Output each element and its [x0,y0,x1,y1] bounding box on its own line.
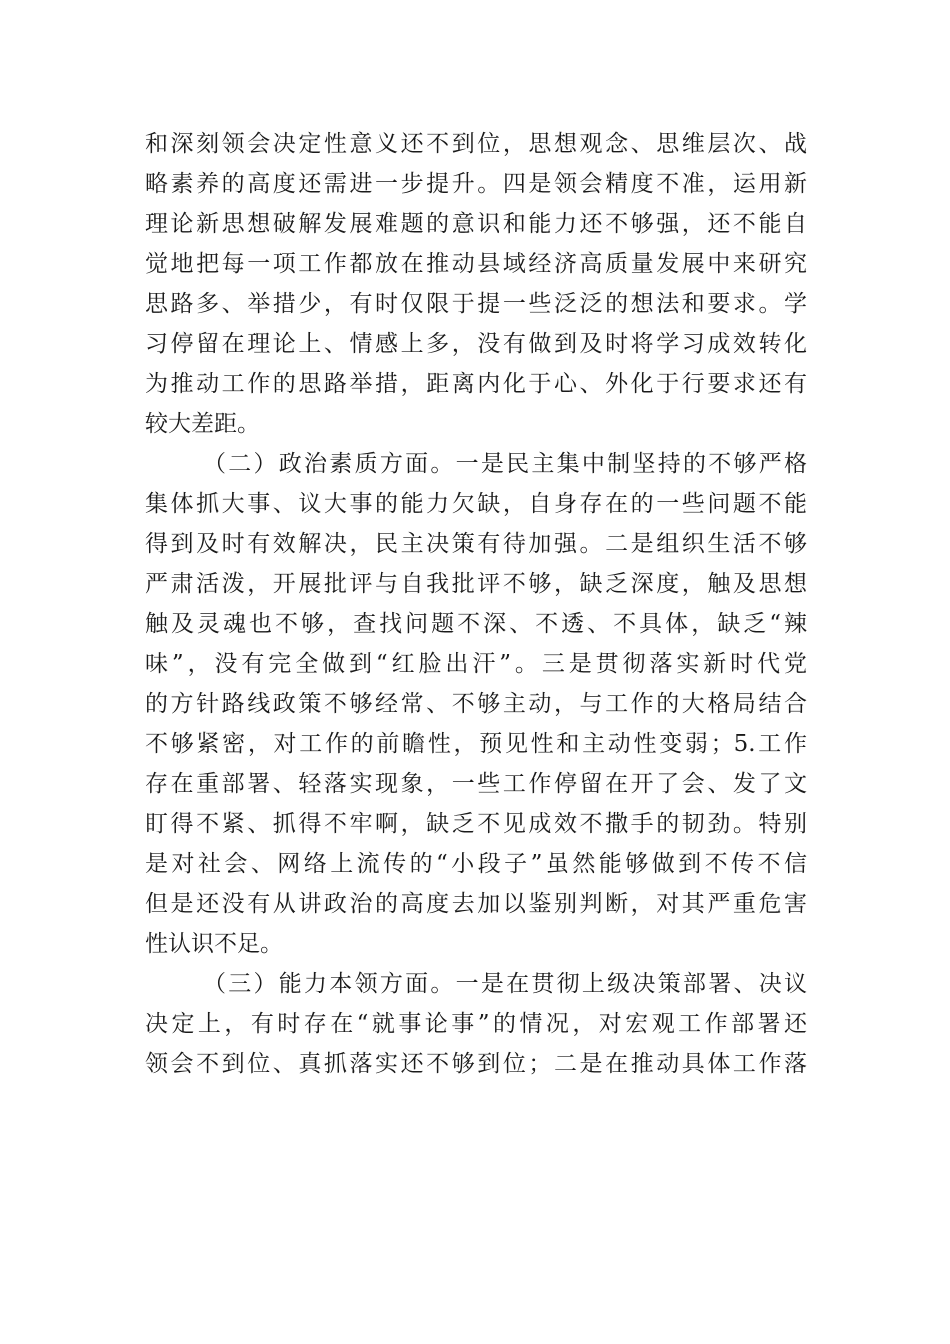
text-line: 为推动工作的思路举措，距离内化于心、外化于行要求还有 [145,371,807,397]
text-line: 触及灵魂也不够，查找问题不深、不透、不具体，缺乏“辣 [145,611,807,637]
text-line: 和深刻领会决定性意义还不到位，思想观念、思维层次、战 [145,131,807,157]
text-line: 盯得不紧、抓得不牢啊，缺乏不见成效不撒手的韧劲。特别 [145,811,807,837]
section-heading-line: （二）政治素质方面。一是民主集中制坚持的不够严格 [203,451,807,477]
text-line: 略素养的高度还需进一步提升。四是领会精度不准，运用新 [145,171,807,197]
text-line: 得到及时有效解决，民主决策有待加强。二是组织生活不够 [145,531,807,557]
text-line: 觉地把每一项工作都放在推动县域经济高质量发展中来研究 [145,251,807,277]
text-line: 集体抓大事、议大事的能力欠缺，自身存在的一些问题不能 [145,491,807,517]
text-line: 是对社会、网络上流传的“小段子”虽然能够做到不传不信 [145,851,807,877]
text-line: 严肃活泼，开展批评与自我批评不够，缺乏深度，触及思想 [145,571,807,597]
text-line: 决定上，有时存在“就事论事”的情况，对宏观工作部署还 [145,1011,807,1037]
text-line: 存在重部署、轻落实现象，一些工作停留在开了会、发了文 [145,771,807,797]
text-line: 的方针路线政策不够经常、不够主动，与工作的大格局结合 [145,691,807,717]
text-line: 习停留在理论上、情感上多，没有做到及时将学习成效转化 [145,331,807,357]
text-line: 但是还没有从讲政治的高度去加以鉴别判断，对其严重危害 [145,891,807,917]
section-heading-line: （三）能力本领方面。一是在贯彻上级决策部署、决议 [203,971,807,997]
text-line: 味”，没有完全做到“红脸出汗”。三是贯彻落实新时代党 [145,651,807,677]
text-line [145,1084,807,1124]
text-line: 领会不到位、真抓落实还不够到位；二是在推动具体工作落 [145,1051,807,1077]
text-line: 理论新思想破解发展难题的意识和能力还不够强，还不能自 [145,211,807,237]
text-line: 较大差距。 [145,411,260,437]
text-line: 思路多、举措少，有时仅限于提一些泛泛的想法和要求。学 [145,291,807,317]
text-line: 性认识不足。 [145,931,283,957]
body-text [145,124,807,1124]
text-line: 不够紧密，对工作的前瞻性，预见性和主动性变弱；5.工作 [145,731,807,757]
